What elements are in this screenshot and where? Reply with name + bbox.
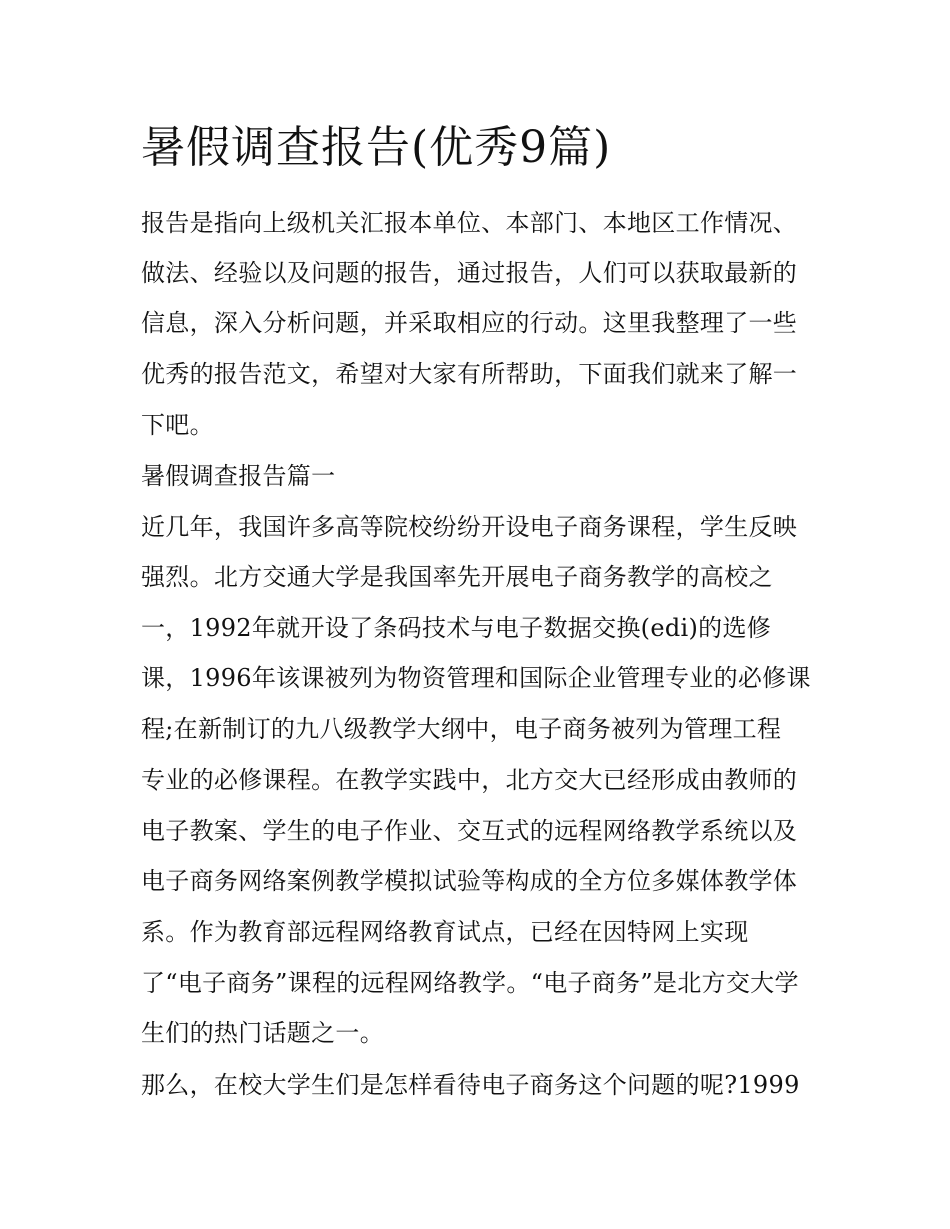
section-heading: 暑假调查报告篇一 <box>141 462 336 490</box>
body-line: 课，1996年该课被列为物资管理和国际企业管理专业的必修课 <box>141 664 811 692</box>
intro-line: 报告是指向上级机关汇报本单位、本部门、本地区工作情况、 <box>141 209 798 237</box>
body-line: 专业的必修课程。在教学实践中，北方交大已经形成由教师的 <box>141 766 798 794</box>
intro-line: 下吧。 <box>141 411 214 439</box>
document-title: 暑假调查报告(优秀9篇) <box>141 122 612 173</box>
body-line: 那么，在校大学生们是怎样看待电子商务这个问题的呢?1999 <box>141 1071 800 1099</box>
body-line: 了“电子商务”课程的远程网络教学。“电子商务”是北方交大学 <box>141 969 799 997</box>
body-line: 一，1992年就开设了条码技术与电子数据交换(edi)的选修 <box>141 614 772 642</box>
body-line: 系。作为教育部远程网络教育试点，已经在因特网上实现 <box>141 918 749 946</box>
body-line: 电子教案、学生的电子作业、交互式的远程网络教学系统以及 <box>141 817 798 845</box>
intro-line: 信息，深入分析问题，并采取相应的行动。这里我整理了一些 <box>141 309 798 337</box>
intro-line: 优秀的报告范文，希望对大家有所帮助，下面我们就来了解一 <box>141 360 798 388</box>
body-line: 生们的热门话题之一。 <box>141 1019 384 1047</box>
body-line: 程;在新制订的九八级教学大纲中，电子商务被列为管理工程 <box>141 715 782 743</box>
intro-line: 做法、经验以及问题的报告，通过报告，人们可以获取最新的 <box>141 259 798 287</box>
body-line: 近几年，我国许多高等院校纷纷开设电子商务课程，学生反映 <box>141 513 798 541</box>
body-line: 电子商务网络案例教学模拟试验等构成的全方位多媒体教学体 <box>141 867 798 895</box>
body-line: 强烈。北方交通大学是我国率先开展电子商务教学的高校之 <box>141 563 773 591</box>
